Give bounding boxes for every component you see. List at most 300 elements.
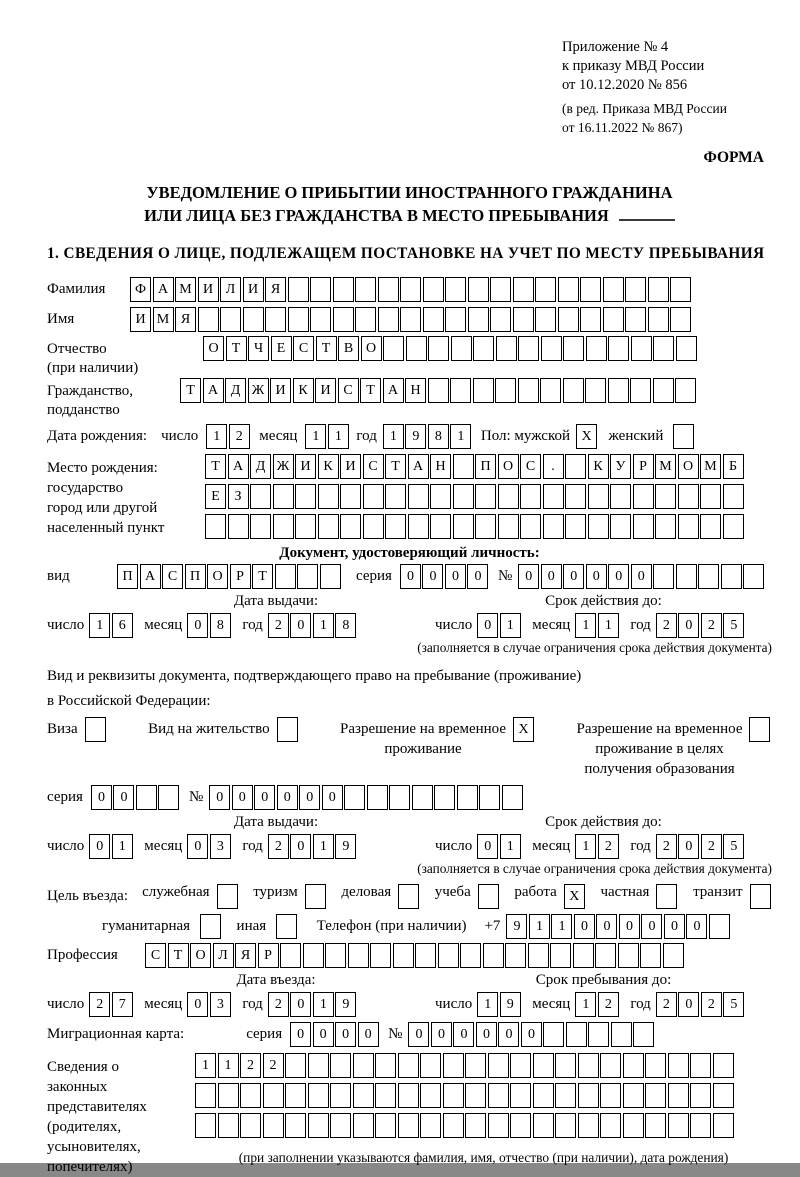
char-cell[interactable] (478, 884, 499, 909)
char-cell[interactable]: О (498, 454, 519, 479)
char-cell[interactable] (668, 1083, 689, 1108)
char-cell[interactable]: 9 (335, 834, 356, 859)
transit-checkbox[interactable] (750, 884, 773, 909)
char-cell[interactable]: 0 (187, 613, 208, 638)
char-cell[interactable]: 0 (408, 1022, 429, 1047)
char-cell[interactable] (344, 785, 365, 810)
char-cell[interactable] (420, 1083, 441, 1108)
char-cell[interactable] (330, 1113, 351, 1138)
char-cell[interactable]: Н (430, 454, 451, 479)
char-cell[interactable] (578, 1113, 599, 1138)
char-cell[interactable] (428, 378, 449, 403)
char-cell[interactable]: 0 (322, 785, 343, 810)
char-cell[interactable]: А (228, 454, 249, 479)
char-cell[interactable]: 1 (313, 992, 334, 1017)
char-cell[interactable] (513, 307, 534, 332)
char-cell[interactable]: Я (265, 277, 286, 302)
char-cell[interactable]: И (243, 277, 264, 302)
business-trip-checkbox[interactable] (217, 884, 240, 909)
char-cell[interactable] (243, 307, 264, 332)
char-cell[interactable] (398, 1083, 419, 1108)
char-cell[interactable]: 1 (206, 424, 227, 449)
char-cell[interactable]: 0 (358, 1022, 379, 1047)
char-cell[interactable] (383, 336, 404, 361)
char-cell[interactable] (488, 1083, 509, 1108)
char-cell[interactable] (445, 307, 466, 332)
char-cell[interactable]: 0 (277, 785, 298, 810)
char-cell[interactable]: К (318, 454, 339, 479)
char-cell[interactable] (721, 564, 742, 589)
char-cell[interactable] (610, 484, 631, 509)
char-cell[interactable]: Д (225, 378, 246, 403)
char-cell[interactable] (600, 1053, 621, 1078)
char-cell[interactable] (297, 564, 318, 589)
char-cell[interactable] (588, 1022, 609, 1047)
char-cell[interactable]: И (198, 277, 219, 302)
char-cell[interactable]: Т (226, 336, 247, 361)
char-cell[interactable]: С (520, 454, 541, 479)
char-cell[interactable]: X (513, 717, 534, 742)
char-cell[interactable]: 2 (701, 992, 722, 1017)
char-cell[interactable] (611, 1022, 632, 1047)
patronymic-input[interactable] (203, 336, 698, 361)
identity-valid-year-input[interactable] (656, 613, 746, 638)
char-cell[interactable] (588, 514, 609, 539)
char-cell[interactable]: 2 (240, 1053, 261, 1078)
char-cell[interactable]: X (564, 884, 585, 909)
char-cell[interactable]: 2 (656, 613, 677, 638)
birth-day-input[interactable] (206, 424, 251, 449)
char-cell[interactable]: 9 (405, 424, 426, 449)
char-cell[interactable] (550, 943, 571, 968)
char-cell[interactable]: Е (271, 336, 292, 361)
char-cell[interactable] (325, 943, 346, 968)
char-cell[interactable] (565, 514, 586, 539)
char-cell[interactable] (85, 717, 106, 742)
char-cell[interactable]: 0 (290, 1022, 311, 1047)
char-cell[interactable] (488, 1053, 509, 1078)
char-cell[interactable] (220, 307, 241, 332)
char-cell[interactable]: 1 (477, 992, 498, 1017)
char-cell[interactable] (533, 1083, 554, 1108)
char-cell[interactable] (490, 307, 511, 332)
char-cell[interactable]: 0 (422, 564, 443, 589)
char-cell[interactable] (540, 378, 561, 403)
work-checkbox[interactable] (564, 884, 587, 909)
char-cell[interactable] (488, 1113, 509, 1138)
char-cell[interactable] (363, 514, 384, 539)
char-cell[interactable]: 9 (500, 992, 521, 1017)
char-cell[interactable] (625, 307, 646, 332)
char-cell[interactable] (510, 1053, 531, 1078)
char-cell[interactable]: 2 (598, 834, 619, 859)
char-cell[interactable]: М (655, 454, 676, 479)
surname-input[interactable] (130, 277, 693, 302)
char-cell[interactable] (428, 336, 449, 361)
birthplace-input-line2[interactable] (205, 484, 745, 509)
residence-valid-year-input[interactable] (656, 834, 746, 859)
char-cell[interactable]: И (295, 454, 316, 479)
char-cell[interactable] (318, 484, 339, 509)
char-cell[interactable]: 8 (428, 424, 449, 449)
char-cell[interactable] (513, 277, 534, 302)
char-cell[interactable] (623, 1053, 644, 1078)
char-cell[interactable]: 0 (89, 834, 110, 859)
char-cell[interactable] (678, 484, 699, 509)
char-cell[interactable]: 2 (229, 424, 250, 449)
char-cell[interactable]: К (588, 454, 609, 479)
representatives-input-line3[interactable] (195, 1113, 772, 1138)
char-cell[interactable] (280, 943, 301, 968)
char-cell[interactable]: . (543, 454, 564, 479)
birthplace-input-line1[interactable] (205, 454, 745, 479)
char-cell[interactable]: 0 (453, 1022, 474, 1047)
char-cell[interactable] (633, 514, 654, 539)
char-cell[interactable] (608, 378, 629, 403)
char-cell[interactable]: 0 (563, 564, 584, 589)
char-cell[interactable]: Л (213, 943, 234, 968)
char-cell[interactable]: 2 (656, 992, 677, 1017)
char-cell[interactable]: И (270, 378, 291, 403)
char-cell[interactable] (285, 1083, 306, 1108)
char-cell[interactable]: Н (405, 378, 426, 403)
char-cell[interactable]: 0 (113, 785, 134, 810)
char-cell[interactable] (430, 514, 451, 539)
representatives-input-line2[interactable] (195, 1083, 772, 1108)
char-cell[interactable]: Я (175, 307, 196, 332)
char-cell[interactable]: П (185, 564, 206, 589)
doc-number-input[interactable] (518, 564, 766, 589)
char-cell[interactable]: О (207, 564, 228, 589)
char-cell[interactable]: Ф (130, 277, 151, 302)
char-cell[interactable] (273, 484, 294, 509)
residence-doc-number-input[interactable] (209, 785, 524, 810)
char-cell[interactable] (195, 1113, 216, 1138)
identity-valid-day-input[interactable] (477, 613, 522, 638)
char-cell[interactable]: 1 (112, 834, 133, 859)
char-cell[interactable] (136, 785, 157, 810)
char-cell[interactable]: С (145, 943, 166, 968)
char-cell[interactable] (723, 484, 744, 509)
char-cell[interactable] (385, 484, 406, 509)
char-cell[interactable] (473, 378, 494, 403)
char-cell[interactable] (363, 484, 384, 509)
char-cell[interactable]: 1 (383, 424, 404, 449)
char-cell[interactable]: 0 (498, 1022, 519, 1047)
char-cell[interactable] (565, 454, 586, 479)
char-cell[interactable]: Т (205, 454, 226, 479)
business-checkbox[interactable] (398, 884, 421, 909)
char-cell[interactable]: 1 (529, 914, 550, 939)
char-cell[interactable] (580, 277, 601, 302)
char-cell[interactable] (610, 514, 631, 539)
char-cell[interactable]: 1 (218, 1053, 239, 1078)
char-cell[interactable]: 5 (723, 992, 744, 1017)
char-cell[interactable]: 1 (195, 1053, 216, 1078)
char-cell[interactable] (749, 717, 770, 742)
char-cell[interactable] (420, 1113, 441, 1138)
char-cell[interactable] (750, 884, 771, 909)
char-cell[interactable] (558, 277, 579, 302)
char-cell[interactable] (578, 1053, 599, 1078)
char-cell[interactable] (308, 1053, 329, 1078)
char-cell[interactable] (648, 277, 669, 302)
char-cell[interactable] (495, 378, 516, 403)
char-cell[interactable] (276, 914, 297, 939)
char-cell[interactable] (423, 277, 444, 302)
residence-doc-series-input[interactable] (91, 785, 181, 810)
char-cell[interactable] (195, 1083, 216, 1108)
char-cell[interactable] (370, 943, 391, 968)
char-cell[interactable] (573, 943, 594, 968)
identity-issue-year-input[interactable] (268, 613, 358, 638)
char-cell[interactable] (443, 1083, 464, 1108)
char-cell[interactable] (398, 1053, 419, 1078)
char-cell[interactable] (198, 307, 219, 332)
char-cell[interactable] (285, 1113, 306, 1138)
char-cell[interactable] (555, 1053, 576, 1078)
char-cell[interactable] (333, 277, 354, 302)
char-cell[interactable]: X (576, 424, 597, 449)
char-cell[interactable] (543, 484, 564, 509)
char-cell[interactable] (438, 943, 459, 968)
char-cell[interactable] (218, 1113, 239, 1138)
study-checkbox[interactable] (478, 884, 501, 909)
char-cell[interactable] (555, 1113, 576, 1138)
char-cell[interactable] (240, 1113, 261, 1138)
char-cell[interactable] (510, 1083, 531, 1108)
char-cell[interactable]: 0 (477, 834, 498, 859)
char-cell[interactable] (453, 514, 474, 539)
char-cell[interactable] (676, 336, 697, 361)
char-cell[interactable]: 0 (678, 613, 699, 638)
char-cell[interactable] (713, 1083, 734, 1108)
private-checkbox[interactable] (656, 884, 679, 909)
char-cell[interactable] (465, 1053, 486, 1078)
char-cell[interactable] (430, 484, 451, 509)
char-cell[interactable] (505, 943, 526, 968)
char-cell[interactable] (690, 1053, 711, 1078)
identity-valid-month-input[interactable] (575, 613, 620, 638)
char-cell[interactable]: 0 (313, 1022, 334, 1047)
char-cell[interactable] (743, 564, 764, 589)
char-cell[interactable]: 6 (112, 613, 133, 638)
char-cell[interactable] (670, 307, 691, 332)
char-cell[interactable] (473, 336, 494, 361)
char-cell[interactable] (645, 1053, 666, 1078)
char-cell[interactable]: 0 (686, 914, 707, 939)
char-cell[interactable] (565, 484, 586, 509)
char-cell[interactable]: 1 (313, 834, 334, 859)
char-cell[interactable] (603, 307, 624, 332)
char-cell[interactable] (475, 514, 496, 539)
char-cell[interactable]: 1 (500, 834, 521, 859)
char-cell[interactable] (465, 1083, 486, 1108)
char-cell[interactable] (378, 307, 399, 332)
char-cell[interactable]: Т (252, 564, 273, 589)
char-cell[interactable] (318, 514, 339, 539)
char-cell[interactable] (400, 307, 421, 332)
char-cell[interactable]: О (678, 454, 699, 479)
char-cell[interactable]: Я (235, 943, 256, 968)
char-cell[interactable]: С (162, 564, 183, 589)
char-cell[interactable] (353, 1053, 374, 1078)
char-cell[interactable]: 0 (290, 613, 311, 638)
char-cell[interactable]: 0 (431, 1022, 452, 1047)
char-cell[interactable]: 0 (608, 564, 629, 589)
char-cell[interactable] (713, 1113, 734, 1138)
char-cell[interactable]: Е (205, 484, 226, 509)
identity-issue-month-input[interactable] (187, 613, 232, 638)
char-cell[interactable] (541, 336, 562, 361)
firstname-input[interactable] (130, 307, 693, 332)
char-cell[interactable] (393, 943, 414, 968)
char-cell[interactable] (713, 1053, 734, 1078)
char-cell[interactable] (588, 484, 609, 509)
char-cell[interactable] (217, 884, 238, 909)
char-cell[interactable] (595, 943, 616, 968)
char-cell[interactable]: 1 (500, 613, 521, 638)
char-cell[interactable]: Р (258, 943, 279, 968)
char-cell[interactable]: Т (180, 378, 201, 403)
char-cell[interactable]: В (338, 336, 359, 361)
char-cell[interactable]: 5 (723, 613, 744, 638)
char-cell[interactable] (675, 378, 696, 403)
char-cell[interactable] (633, 484, 654, 509)
char-cell[interactable] (535, 277, 556, 302)
char-cell[interactable] (308, 1083, 329, 1108)
char-cell[interactable]: Д (250, 454, 271, 479)
char-cell[interactable] (263, 1113, 284, 1138)
char-cell[interactable] (340, 514, 361, 539)
char-cell[interactable] (320, 564, 341, 589)
char-cell[interactable]: 0 (467, 564, 488, 589)
char-cell[interactable] (533, 1113, 554, 1138)
char-cell[interactable] (580, 307, 601, 332)
char-cell[interactable] (558, 307, 579, 332)
char-cell[interactable] (375, 1113, 396, 1138)
char-cell[interactable]: Т (360, 378, 381, 403)
char-cell[interactable] (618, 943, 639, 968)
char-cell[interactable]: 1 (575, 992, 596, 1017)
char-cell[interactable] (218, 1083, 239, 1108)
char-cell[interactable] (498, 514, 519, 539)
char-cell[interactable]: 0 (678, 992, 699, 1017)
char-cell[interactable]: Ж (248, 378, 269, 403)
char-cell[interactable] (340, 484, 361, 509)
char-cell[interactable]: 0 (290, 834, 311, 859)
char-cell[interactable] (457, 785, 478, 810)
char-cell[interactable] (353, 1113, 374, 1138)
char-cell[interactable]: П (475, 454, 496, 479)
migration-card-number-input[interactable] (408, 1022, 656, 1047)
char-cell[interactable] (490, 277, 511, 302)
char-cell[interactable] (200, 914, 221, 939)
char-cell[interactable] (367, 785, 388, 810)
char-cell[interactable]: О (361, 336, 382, 361)
char-cell[interactable] (398, 884, 419, 909)
char-cell[interactable]: Ж (273, 454, 294, 479)
char-cell[interactable]: 1 (313, 613, 334, 638)
char-cell[interactable] (273, 514, 294, 539)
char-cell[interactable] (723, 514, 744, 539)
char-cell[interactable] (543, 1022, 564, 1047)
citizenship-input[interactable] (180, 378, 698, 403)
char-cell[interactable] (668, 1053, 689, 1078)
char-cell[interactable]: 0 (541, 564, 562, 589)
char-cell[interactable] (250, 514, 271, 539)
char-cell[interactable] (678, 514, 699, 539)
char-cell[interactable]: 0 (664, 914, 685, 939)
char-cell[interactable] (700, 514, 721, 539)
char-cell[interactable]: 5 (723, 834, 744, 859)
char-cell[interactable] (378, 277, 399, 302)
char-cell[interactable] (398, 1113, 419, 1138)
char-cell[interactable] (468, 307, 489, 332)
char-cell[interactable] (465, 1113, 486, 1138)
char-cell[interactable] (445, 277, 466, 302)
char-cell[interactable]: З (228, 484, 249, 509)
char-cell[interactable]: 1 (575, 834, 596, 859)
visa-checkbox[interactable] (85, 717, 108, 742)
profession-input[interactable] (145, 943, 685, 968)
char-cell[interactable]: 0 (445, 564, 466, 589)
char-cell[interactable]: А (383, 378, 404, 403)
char-cell[interactable] (443, 1053, 464, 1078)
char-cell[interactable]: О (190, 943, 211, 968)
char-cell[interactable]: 9 (506, 914, 527, 939)
char-cell[interactable]: 0 (209, 785, 230, 810)
char-cell[interactable] (698, 564, 719, 589)
char-cell[interactable]: К (293, 378, 314, 403)
char-cell[interactable]: 0 (477, 613, 498, 638)
char-cell[interactable]: 0 (574, 914, 595, 939)
char-cell[interactable]: М (175, 277, 196, 302)
char-cell[interactable] (355, 307, 376, 332)
char-cell[interactable] (460, 943, 481, 968)
char-cell[interactable]: 0 (678, 834, 699, 859)
char-cell[interactable] (566, 1022, 587, 1047)
temp-residence-education-checkbox[interactable] (749, 717, 772, 742)
char-cell[interactable] (498, 484, 519, 509)
birth-month-input[interactable] (305, 424, 350, 449)
char-cell[interactable]: Р (633, 454, 654, 479)
char-cell[interactable]: 7 (112, 992, 133, 1017)
char-cell[interactable] (250, 484, 271, 509)
char-cell[interactable] (333, 307, 354, 332)
sex-male-checkbox[interactable] (576, 424, 599, 449)
char-cell[interactable] (330, 1083, 351, 1108)
char-cell[interactable] (528, 943, 549, 968)
char-cell[interactable]: 0 (290, 992, 311, 1017)
stay-until-year-input[interactable] (656, 992, 746, 1017)
char-cell[interactable]: 2 (89, 992, 110, 1017)
char-cell[interactable]: 3 (210, 992, 231, 1017)
char-cell[interactable]: 0 (400, 564, 421, 589)
char-cell[interactable] (375, 1053, 396, 1078)
char-cell[interactable]: М (700, 454, 721, 479)
char-cell[interactable] (310, 277, 331, 302)
char-cell[interactable] (623, 1083, 644, 1108)
char-cell[interactable]: Л (220, 277, 241, 302)
char-cell[interactable] (585, 378, 606, 403)
char-cell[interactable]: 2 (268, 613, 289, 638)
char-cell[interactable] (510, 1113, 531, 1138)
char-cell[interactable] (633, 1022, 654, 1047)
char-cell[interactable]: 1 (450, 424, 471, 449)
char-cell[interactable]: 0 (232, 785, 253, 810)
char-cell[interactable] (502, 785, 523, 810)
